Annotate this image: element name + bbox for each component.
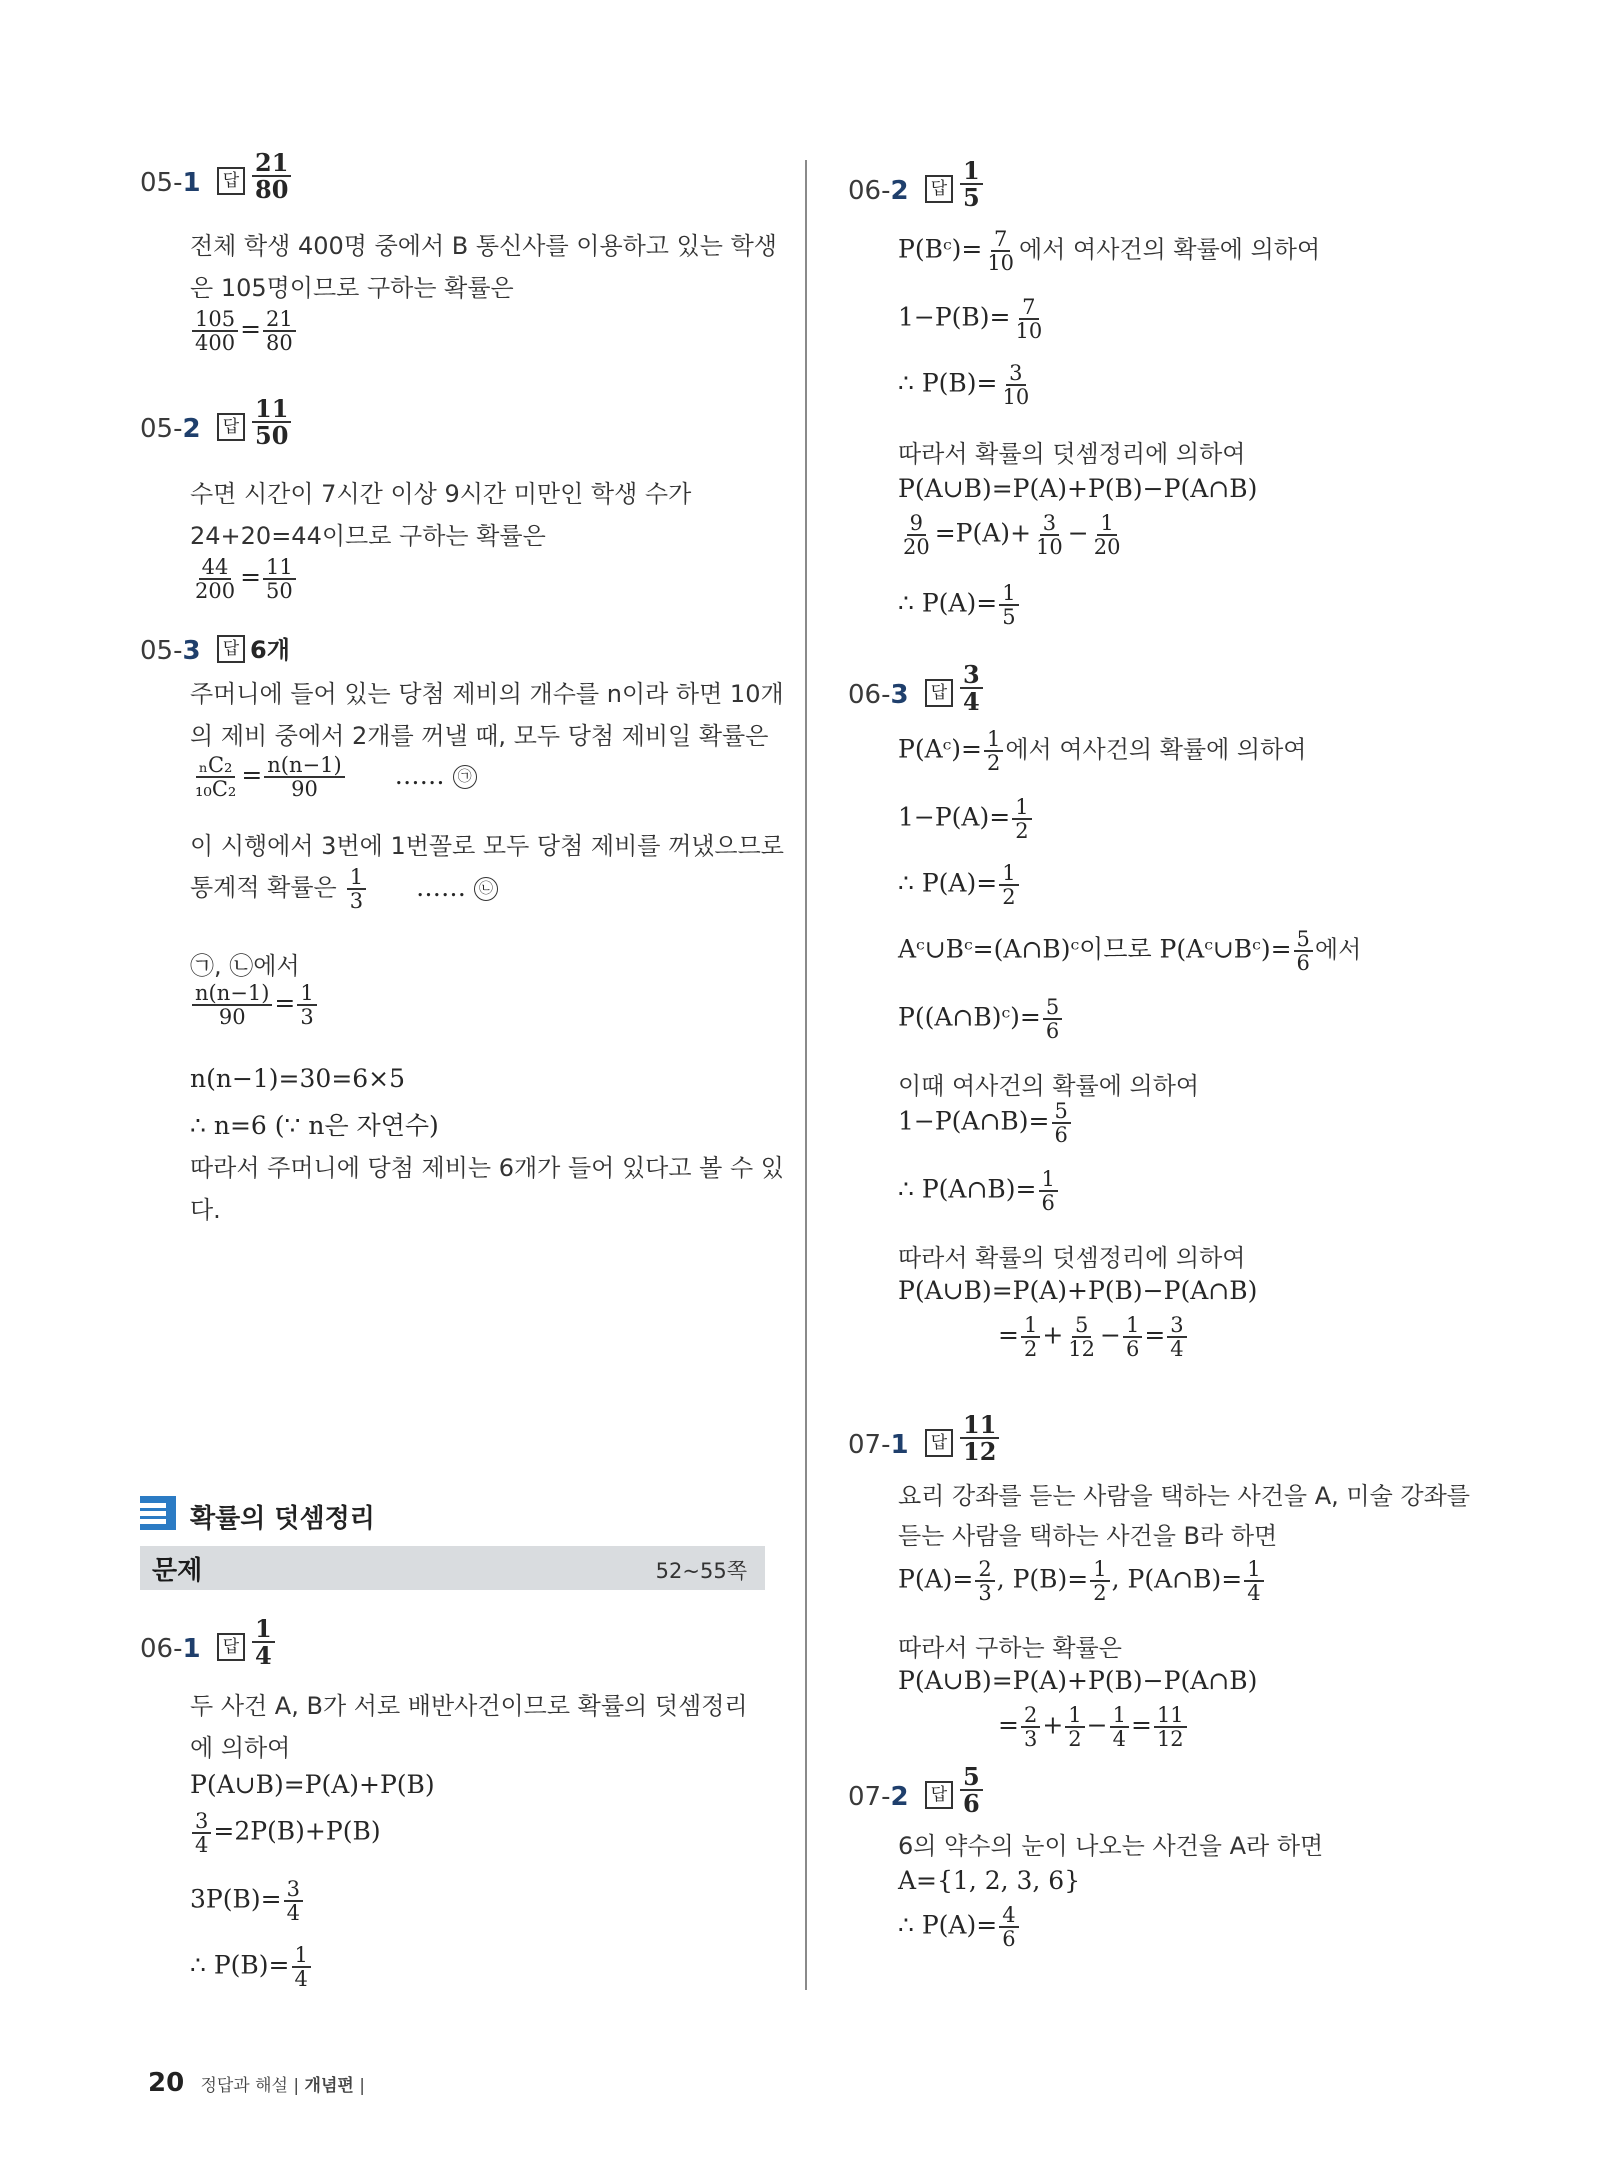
answer: $\frac{11}{12}$	[958, 1412, 1001, 1464]
math-line: ∴ P(A)= $\frac{4}{6}$	[898, 1904, 1021, 1950]
problem-number: 05-2	[140, 414, 201, 444]
text-line: 6의 약수의 눈이 나오는 사건을 A라 하면	[898, 1832, 1324, 1860]
problem-number: 07-1	[848, 1430, 909, 1460]
answer-mark: 답	[217, 167, 245, 195]
math-line: ∴ P(B)= $\frac{3}{10}$	[898, 361, 1030, 410]
answer-mark: 답	[217, 413, 245, 441]
math-line: ∴ P(A)= $\frac{1}{5}$	[898, 582, 1021, 628]
problem-header	[848, 158, 1488, 228]
answer-mark: 답	[925, 1429, 953, 1457]
answer-mark: 답	[217, 1633, 245, 1661]
problem-bar	[140, 1546, 765, 1590]
problem-header	[140, 396, 780, 466]
column-divider	[805, 160, 807, 1990]
math-line: $\frac{105}{400}$ = $\frac{21}{80}$	[190, 308, 298, 354]
math-line: $\frac{9}{20}$ =P(A)+ $\frac{3}{10}$ − $\frac{1}{20}$	[903, 511, 1121, 560]
section-title: 확률의 덧셈정리	[190, 1504, 375, 1534]
text-line: 은 105명이므로 구하는 확률은	[190, 274, 514, 302]
problem-number: 07-2	[848, 1782, 909, 1812]
problem-header	[848, 1764, 1488, 1834]
text-line: 전체 학생 400명 중에서 B 통신사를 이용하고 있는 학생	[190, 232, 777, 260]
math-line: ∴ P(A)= $\frac{1}{2}$	[898, 862, 1021, 908]
text-line: 두 사건 A, B가 서로 배반사건이므로 확률의 덧셈정리	[190, 1692, 748, 1720]
text-line: 다.	[190, 1196, 221, 1224]
answer: $\frac{5}{6}$	[958, 1764, 985, 1816]
answer: $\frac{21}{80}$	[250, 150, 293, 202]
math-line: 1−P(A)= $\frac{1}{2}$	[898, 796, 1034, 842]
math-line: $\frac{\text{ₙC₂}}{\text{₁₀C₂}}$ = $\frac{n(n-1)}{90}$ …… ㉠	[190, 754, 477, 800]
page-footer	[148, 2068, 365, 2098]
math-line: $\frac{n(n-1)}{90}$ = $\frac{1}{3}$	[190, 982, 319, 1028]
math-line: P(A∪B)=P(A)+P(B)−P(A∩B)	[898, 1666, 1258, 1695]
math-line: 통계적 확률은 $\frac{1}{3}$ …… ㉡	[190, 866, 498, 912]
answer-mark: 답	[217, 635, 245, 663]
answer: $\frac{3}{4}$	[958, 662, 985, 714]
math-line: P(Aᶜ)= $\frac{1}{2}$ 에서 여사건의 확률에 의하여	[898, 727, 1307, 776]
problem-bar-label: 문제	[152, 1556, 203, 1586]
problem-number: 05-3	[140, 636, 201, 666]
math-line: = $\frac{1}{2}$ + $\frac{5}{12}$ − $\frac{1}{6}$ = $\frac{3}{4}$	[998, 1314, 1189, 1360]
problem-number: 06-3	[848, 680, 909, 710]
problem-number: 06-2	[848, 176, 909, 206]
text-line: 주머니에 들어 있는 당첨 제비의 개수를 n이라 하면 10개	[190, 680, 784, 708]
page-number: 20	[148, 2068, 185, 2098]
text-line: 따라서 구하는 확률은	[898, 1634, 1122, 1662]
text-line: ㉠, ㉡에서	[190, 952, 300, 980]
math-line: A={1, 2, 3, 6}	[898, 1866, 1081, 1895]
text-line: 이때 여사건의 확률에 의하여	[898, 1072, 1200, 1100]
text-line: 이 시행에서 3번에 1번꼴로 모두 당첨 제비를 꺼냈으므로	[190, 832, 784, 860]
text-line: 따라서 확률의 덧셈정리에 의하여	[898, 440, 1246, 468]
math-line: P(A∪B)=P(A)+P(B)−P(A∩B)	[898, 1276, 1258, 1305]
math-line: P(A∪B)=P(A)+P(B)−P(A∩B)	[898, 474, 1258, 503]
text-line: 따라서 확률의 덧셈정리에 의하여	[898, 1244, 1246, 1272]
answer-mark: 답	[925, 679, 953, 707]
page-range: 52~55쪽	[655, 1559, 747, 1583]
text-line: 요리 강좌를 듣는 사람을 택하는 사건을 A, 미술 강좌를	[898, 1482, 1470, 1510]
section-header	[140, 1496, 780, 1596]
text-line: 듣는 사람을 택하는 사건을 B라 하면	[898, 1522, 1278, 1550]
problem-header	[140, 1616, 780, 1686]
answer: $\frac{11}{50}$	[250, 396, 293, 448]
math-line: P(Bᶜ)= $\frac{7}{10}$ 에서 여사건의 확률에 의하여	[898, 227, 1321, 276]
math-line: ∴ P(B)= $\frac{1}{4}$	[190, 1944, 313, 1990]
math-line: 3P(B)= $\frac{3}{4}$	[190, 1878, 305, 1924]
math-line: P((A∩B)ᶜ)= $\frac{5}{6}$	[898, 996, 1064, 1042]
problem-header	[140, 150, 780, 220]
problem-number: 05-1	[140, 168, 201, 198]
footer-text: 정답과 해설 | 개념편 |	[200, 2076, 365, 2096]
math-line: n(n−1)=30=6×5	[190, 1064, 406, 1093]
problem-header	[848, 1412, 1488, 1482]
math-line: P(A)= $\frac{2}{3}$ , P(B)= $\frac{1}{2}$ , P(A∩B)= $\frac{1}{4}$	[898, 1558, 1266, 1604]
text-line: 따라서 주머니에 당첨 제비는 6개가 들어 있다고 볼 수 있	[190, 1154, 784, 1182]
math-line: $\frac{44}{200}$ = $\frac{11}{50}$	[190, 556, 298, 602]
answer-mark: 답	[925, 175, 953, 203]
answer: 6개	[250, 636, 290, 664]
math-line: 1−P(B)= $\frac{7}{10}$	[898, 295, 1043, 344]
text-line: 24+20=44이므로 구하는 확률은	[190, 522, 546, 550]
section-3-icon	[140, 1496, 176, 1530]
answer: $\frac{1}{5}$	[958, 158, 985, 210]
math-line: Aᶜ∪Bᶜ=(A∩B)ᶜ이므로 P(Aᶜ∪Bᶜ)= $\frac{5}{6}$ 에서	[898, 927, 1362, 976]
answer-mark: 답	[925, 1781, 953, 1809]
math-line: 1−P(A∩B)= $\frac{5}{6}$	[898, 1100, 1073, 1146]
math-line: = $\frac{2}{3}$ + $\frac{1}{2}$ − $\frac{1}{4}$ = $\frac{11}{12}$	[998, 1704, 1189, 1750]
answer: $\frac{1}{4}$	[250, 1616, 277, 1668]
problem-number: 06-1	[140, 1634, 201, 1664]
math-line: $\frac{3}{4}$ =2P(B)+P(B)	[190, 1810, 381, 1856]
math-line: ∴ P(A∩B)= $\frac{1}{6}$	[898, 1168, 1060, 1214]
text-line: 의 제비 중에서 2개를 꺼낼 때, 모두 당첨 제비일 확률은	[190, 722, 769, 750]
problem-header	[848, 662, 1488, 732]
text-line: 에 의하여	[190, 1734, 291, 1762]
text-line: 수면 시간이 7시간 이상 9시간 미만인 학생 수가	[190, 480, 692, 508]
math-line: ∴ n=6 (∵ n은 자연수)	[190, 1111, 439, 1140]
math-line: P(A∪B)=P(A)+P(B)	[190, 1770, 435, 1799]
